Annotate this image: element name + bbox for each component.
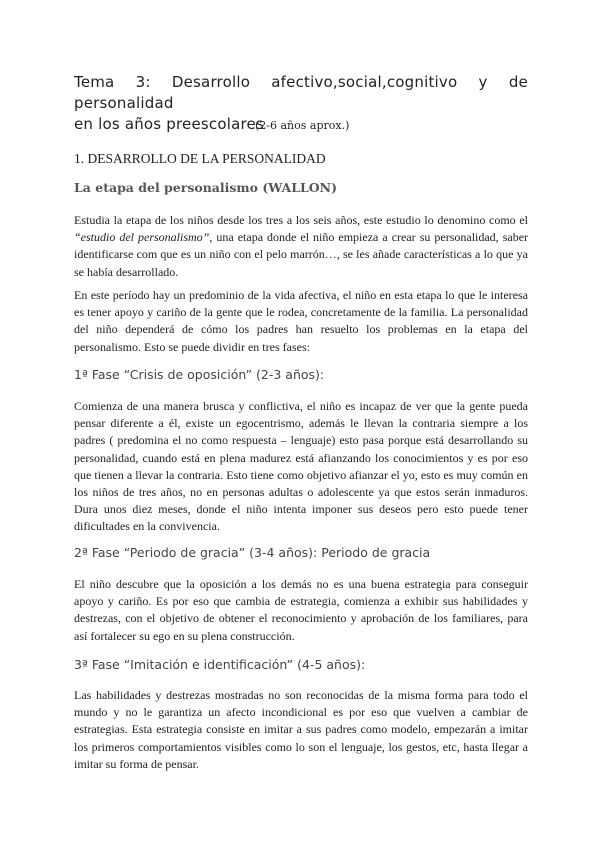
title-line-1: Tema 3: Desarrollo afectivo,social,cognitivo y de personalidad (74, 73, 528, 112)
paragraph-intro-end: , una etapa donde el niño empieza a crear su personalidad, saber identificarse com que es un niño con el pelo marrón…, se les añade características a lo que ya se había desarrollado. (74, 230, 529, 279)
subsection-heading: La etapa del personalismo (WALLON) (74, 180, 338, 195)
paragraph-intro (74, 212, 528, 281)
paragraph-affective-life: En este período hay un predominio de la vida afectiva, el niño en esta etapa lo que le interesa es tener apoyo y cariño de la gente que le rodea, concretamente de la familia. La personalidad del niño dependerá de cómo los padres han resuelto los problemas en la etapa del personalismo. Esto se puede dividir en tres fases: (74, 288, 528, 354)
phase-1-paragraph: Comienza de una manera brusca y conflictiva, el niño es incapaz de ver que la gente pueda pensar diferente a él, existe un egocentrismo, además le llevan la contraria siempre a los padres ( predomina el no como respuesta – lenguaje) esto pasa porque está desarrollando su personalidad, cuando está en plena madurez está afianzando los conocimientos y es por eso que tienen a llevar la contraria. Esto tiene como objetivo afianzar el yo, esto es muy común en los niños de tres años, no en personas adultas o adolescente ya que estos serán inmaduros. Dura unos diez meses, donde el niño intenta imponer sus deseos pero esto puede tener dificultades en la convivencia. (74, 399, 528, 534)
section-heading: 1. DESARROLLO DE LA PERSONALIDAD (74, 151, 326, 166)
paragraph-intro-start: Estudia la etapa de los niños desde los tres a los seis años, este estudio lo denomino como el (74, 213, 528, 227)
phase-1-heading: 1ª Fase “Crisis de oposición” (2-3 años): (74, 367, 325, 382)
phase-2-heading: 2ª Fase “Periodo de gracia” (3-4 años): Periodo de gracia (74, 545, 431, 560)
age-range-subtitle: (2-6 años aprox.) (255, 119, 350, 132)
phase-3-paragraph: Las habilidades y destrezas mostradas no son reconocidas de la misma forma para todo el mundo y no le garantiza un afecto incondicional es por eso que vuelven a cambiar de estrategias. Esta estrategia consiste en imitar a sus padres como modelo, empezarán a imitar los primeros comportamientos visibles como lo son el lenguaje, los gestos, etc, hasta llegar a imitar su forma de pensar. (74, 688, 528, 771)
paragraph-intro-italic: “estudio del personalismo” (74, 230, 210, 245)
title-line-2: en los años preescolares (74, 115, 264, 133)
phase-3-heading: 3ª Fase “Imitación e identificación” (4-5 años): (74, 657, 366, 672)
phase-2-paragraph: El niño descubre que la oposición a los demás no es una buena estrategia para conseguir apoyo y cariño. Es por eso que cambia de estrategia, comienza a exhibir sus habilidades y destrezas, con el objetivo de obtener el reconocimiento y aprobación de los familiares, para así fortalecer su ego en su plena construcción. (74, 577, 528, 643)
